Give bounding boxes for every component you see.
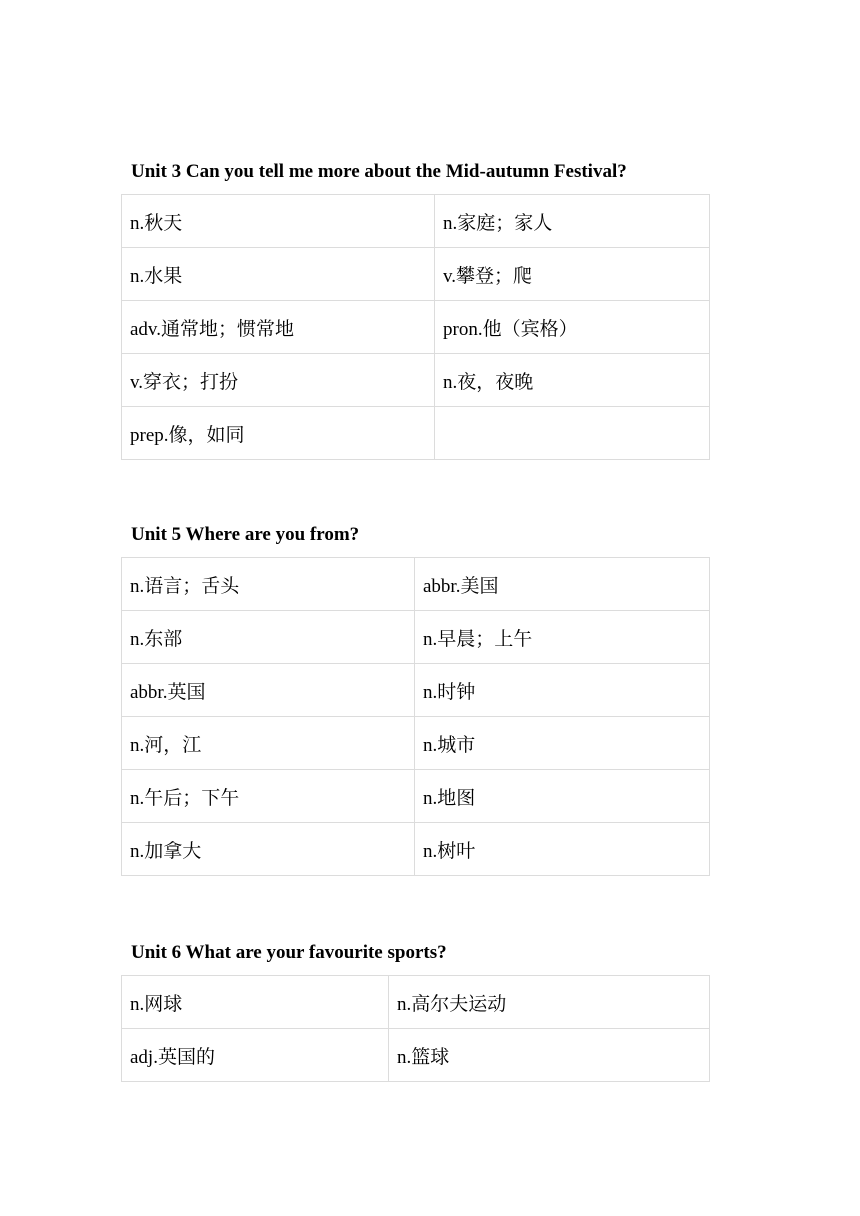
table-row	[122, 407, 710, 460]
table-cell: abbr.英国	[122, 664, 415, 717]
table-cell: n.城市	[415, 717, 710, 770]
table-cell: n.网球	[122, 976, 389, 1029]
table-row	[122, 976, 710, 1029]
table-cell: n.早晨；上午	[415, 611, 710, 664]
table-cell: abbr.美国	[415, 558, 710, 611]
table-row	[122, 195, 710, 248]
table-cell: n.地图	[415, 770, 710, 823]
section-title-unit-3: Unit 3 Can you tell me more about the Mid-autumn Festival?	[131, 161, 627, 182]
vocab-table-unit-6	[121, 975, 710, 1082]
table-cell: n.家庭；家人	[435, 195, 710, 248]
table-cell: n.语言；舌头	[122, 558, 415, 611]
table-row	[122, 611, 710, 664]
table-cell: n.加拿大	[122, 823, 415, 876]
table-cell: prep.像，如同	[122, 407, 435, 460]
vocab-table-unit-3	[121, 194, 710, 460]
table-cell: n.秋天	[122, 195, 435, 248]
table-row	[122, 823, 710, 876]
table-cell	[435, 407, 710, 460]
table-cell: v.穿衣；打扮	[122, 354, 435, 407]
table-cell: v.攀登；爬	[435, 248, 710, 301]
table-cell: n.树叶	[415, 823, 710, 876]
table-cell: n.东部	[122, 611, 415, 664]
table-row	[122, 301, 710, 354]
table-row	[122, 717, 710, 770]
table-row	[122, 1029, 710, 1082]
table-row	[122, 248, 710, 301]
table-cell: n.河，江	[122, 717, 415, 770]
table-cell: adv.通常地；惯常地	[122, 301, 435, 354]
table-cell: n.水果	[122, 248, 435, 301]
table-cell: pron.他（宾格）	[435, 301, 710, 354]
vocab-table-unit-5	[121, 557, 710, 876]
section-title-unit-5: Unit 5 Where are you from?	[131, 524, 360, 545]
table-cell: n.篮球	[389, 1029, 710, 1082]
table-cell: n.时钟	[415, 664, 710, 717]
table-row	[122, 664, 710, 717]
table-cell: adj.英国的	[122, 1029, 389, 1082]
table-cell: n.午后；下午	[122, 770, 415, 823]
section-title-unit-6: Unit 6 What are your favourite sports?	[131, 942, 447, 963]
table-cell: n.高尔夫运动	[389, 976, 710, 1029]
table-cell: n.夜，夜晚	[435, 354, 710, 407]
table-row	[122, 770, 710, 823]
table-row	[122, 558, 710, 611]
table-row	[122, 354, 710, 407]
